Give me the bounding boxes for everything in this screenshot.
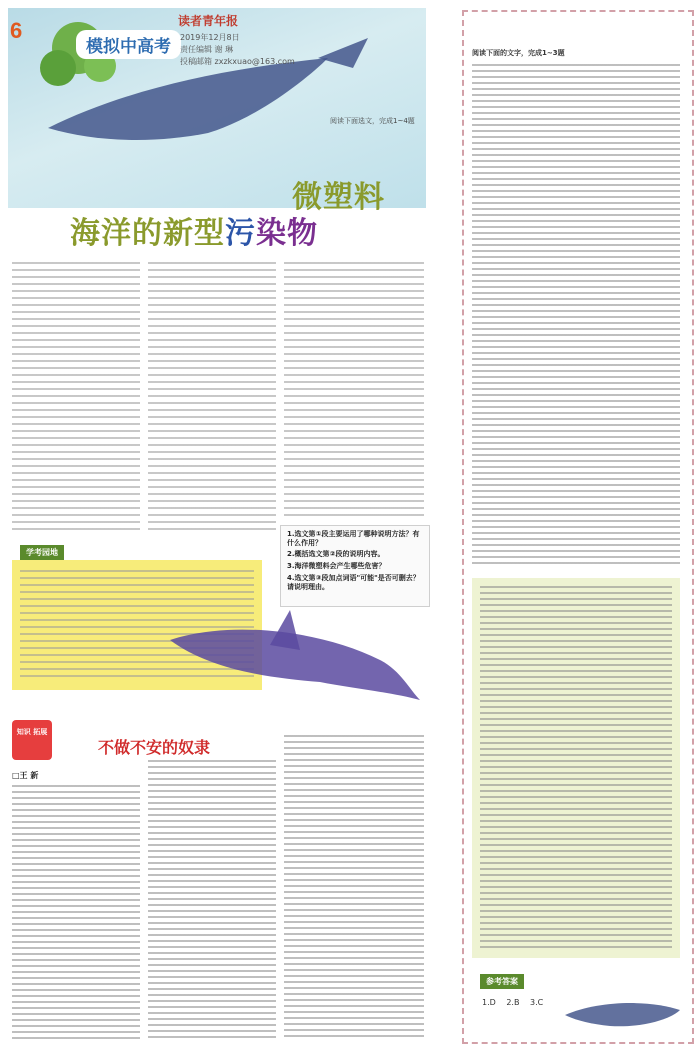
page-number: 6: [10, 18, 23, 43]
newspaper-name: 读者青年报: [178, 14, 239, 28]
whale-small-illustration: [560, 990, 690, 1035]
dolphin-illustration: [150, 600, 430, 710]
article-column-1: [12, 262, 140, 530]
story-column-3: [284, 735, 424, 1040]
right-column-hint: 阅读下面的文字，完成1~3题: [472, 49, 565, 57]
article-column-2: [148, 262, 276, 530]
article-title-line2: [70, 208, 318, 252]
story-column-2: [148, 760, 276, 1040]
title-part-c: 染物: [256, 217, 318, 250]
questions-box: [280, 525, 430, 607]
submission-email: 投稿邮箱 zxzkxuao@163.com: [180, 57, 295, 66]
study-box-label: 学考园地: [20, 545, 64, 560]
title-part-b: 污: [225, 217, 256, 250]
right-column-text: [472, 64, 680, 564]
story-column-1: [12, 785, 140, 1040]
story-author: □王 新: [12, 771, 39, 780]
question-3: 3.海洋微塑料会产生哪些危害？: [287, 562, 386, 570]
question-1: 1.选文第①段主要运用了哪种说明方法？有什么作用？: [287, 530, 420, 547]
section-title: 模拟中高考: [76, 30, 181, 59]
article-column-3: [284, 262, 424, 517]
right-question-text: [480, 586, 672, 950]
issue-date: 2019年12月8日: [180, 33, 240, 42]
editor-line: 责任编辑 谢 琳: [180, 45, 234, 54]
reading-hint: 阅读下面选文，完成1~4题: [330, 117, 415, 125]
answer-key: 1.D 2.B 3.C: [482, 998, 544, 1007]
answer-label: 参考答案: [480, 974, 524, 989]
story-badge: [12, 720, 52, 760]
title-part-a: 海洋的新型: [70, 217, 225, 250]
article-title-line1: 微塑料: [292, 181, 385, 214]
story-badge-text: 知识 拓展: [16, 728, 48, 736]
question-2: 2.概括选文第②段的说明内容。: [287, 550, 385, 558]
story-title: 不做不安的奴隶: [98, 740, 211, 757]
question-4: 4.选文第③段加点词语"可能"是否可删去？请说明理由。: [287, 574, 420, 591]
